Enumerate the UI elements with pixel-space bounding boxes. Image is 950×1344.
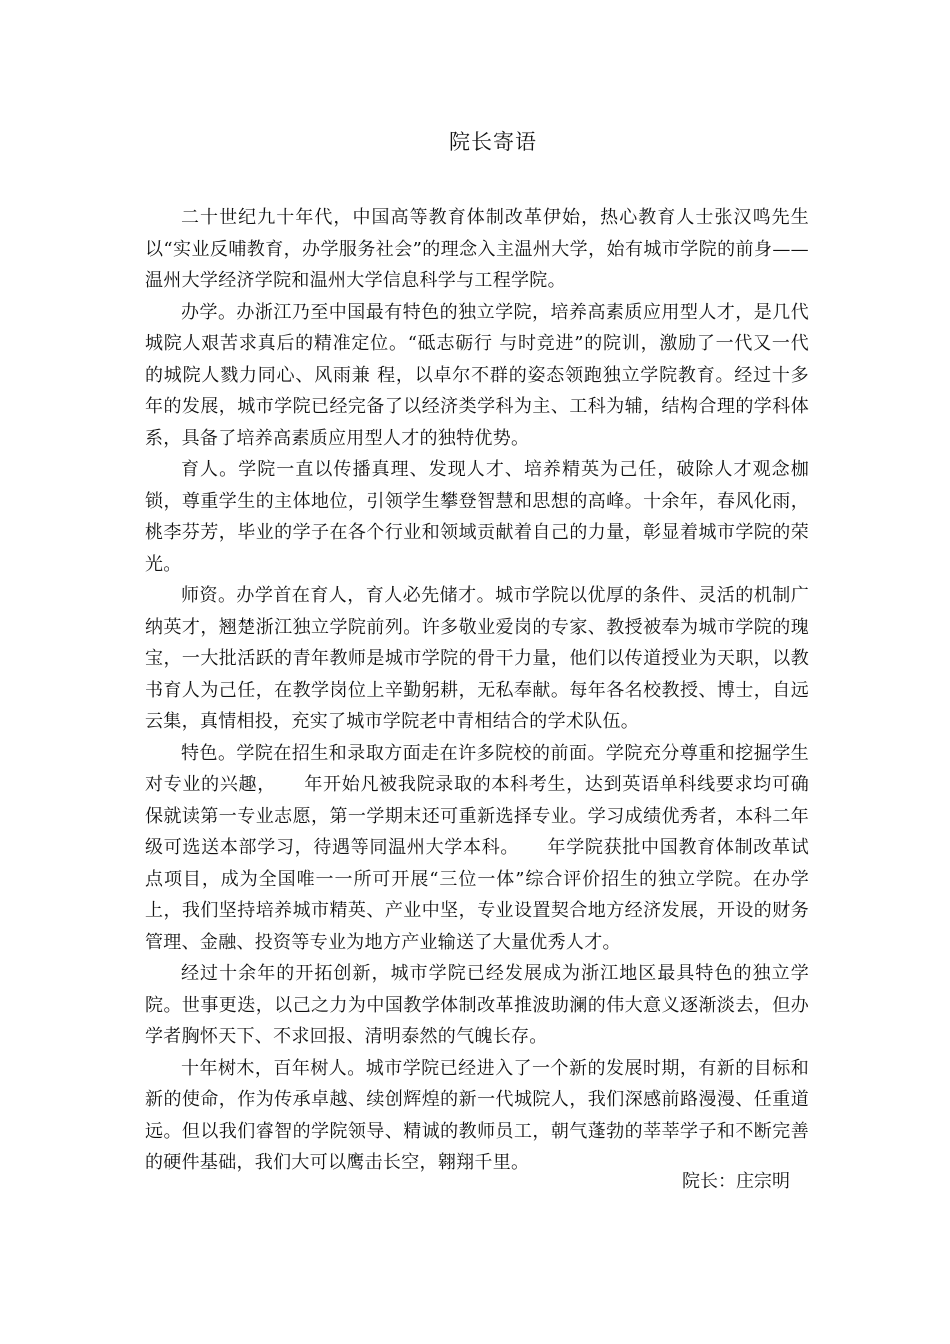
paragraph-education: 育人。学院一直以传播真理、发现人才、培养精英为己任，破除人才观念枷锁，尊重学生的主体地位，引领学生攀登智慧和思想的高峰。十余年，春风化雨，桃李芬芳，毕业的学子在各个行业和领域贡献着自己的力量，彰显着城市学院的荣光。 <box>145 459 809 575</box>
paragraph-future: 十年树木，百年树人。城市学院已经进入了一个新的发展时期，有新的目标和新的使命，作为传承卓越、续创辉煌的新一代城院人，我们深感前路漫漫、任重道远。但以我们睿智的学院领导、精诚的教师员工，朝气蓬勃的莘莘学子和不断完善的硬件基础，我们大可以鹰击长空，翱翔千里。 <box>145 1057 809 1173</box>
signature: 院长：庄宗明 <box>682 1171 790 1192</box>
paragraph-intro: 二十世纪九十年代，中国高等教育体制改革伊始，热心教育人士张汉鸣先生以“实业反哺教育，办学服务社会”的理念入主温州大学，始有城市学院的前身——温州大学经济学院和温州大学信息科学与工程学院。 <box>145 207 809 291</box>
paragraph-development: 经过十余年的开拓创新，城市学院已经发展成为浙江地区最具特色的独立学院。世事更迭，以己之力为中国教学体制改革推波助澜的伟大意义逐渐淡去，但办学者胸怀天下、不求回报、清明泰然的气魄长存。 <box>145 963 809 1047</box>
document-body <box>145 202 809 1179</box>
paragraph-faculty: 师资。办学首在育人，育人必先储才。城市学院以优厚的条件、灵活的机制广纳英才，翘楚浙江独立学院前列。许多敬业爱岗的专家、教授被奉为城市学院的瑰宝，一大批活跃的青年教师是城市学院的骨干力量，他们以传道授业为天职，以教书育人为己任，在教学岗位上辛勤躬耕，无私奉献。每年各名校教授、博士，自远云集，真情相投，充实了城市学院老中青相结合的学术队伍。 <box>145 585 809 732</box>
paragraph-features: 特色。学院在招生和录取方面走在许多院校的前面。学院充分尊重和挖掘学生对专业的兴趣， 年开始凡被我院录取的本科考生，达到英语单科线要求均可确保就读第一专业志愿，第一学期末还可重新选择专业。学习成绩优秀者，本科二年级可选送本部学习，待遇等同温州大学本科。 年学院获批中国教育体制改革试点项目，成为全国唯一一所可开展“三位一体”综合评价招生的独立学院。在办学上，我们坚持培养城市精英、产业中坚，专业设置契合地方经济发展，开设的财务管理、金融、投资等专业为地方产业输送了大量优秀人才。 <box>145 742 809 953</box>
document-title: 院长寄语 <box>449 130 537 154</box>
paragraph-running-school: 办学。办浙江乃至中国最有特色的独立学院，培养高素质应用型人才，是几代城院人艰苦求真后的精准定位。“砥志砺行 与时竞进”的院训，激励了一代又一代的城院人戮力同心、风雨兼 程，以卓尔不群的姿态领跑独立学院教育。经过十多年的发展，城市学院已经完备了以经济类学科为主、工科为辅，结构合理的学科体系，具备了培养高素质应用型人才的独特优势。 <box>145 301 809 449</box>
